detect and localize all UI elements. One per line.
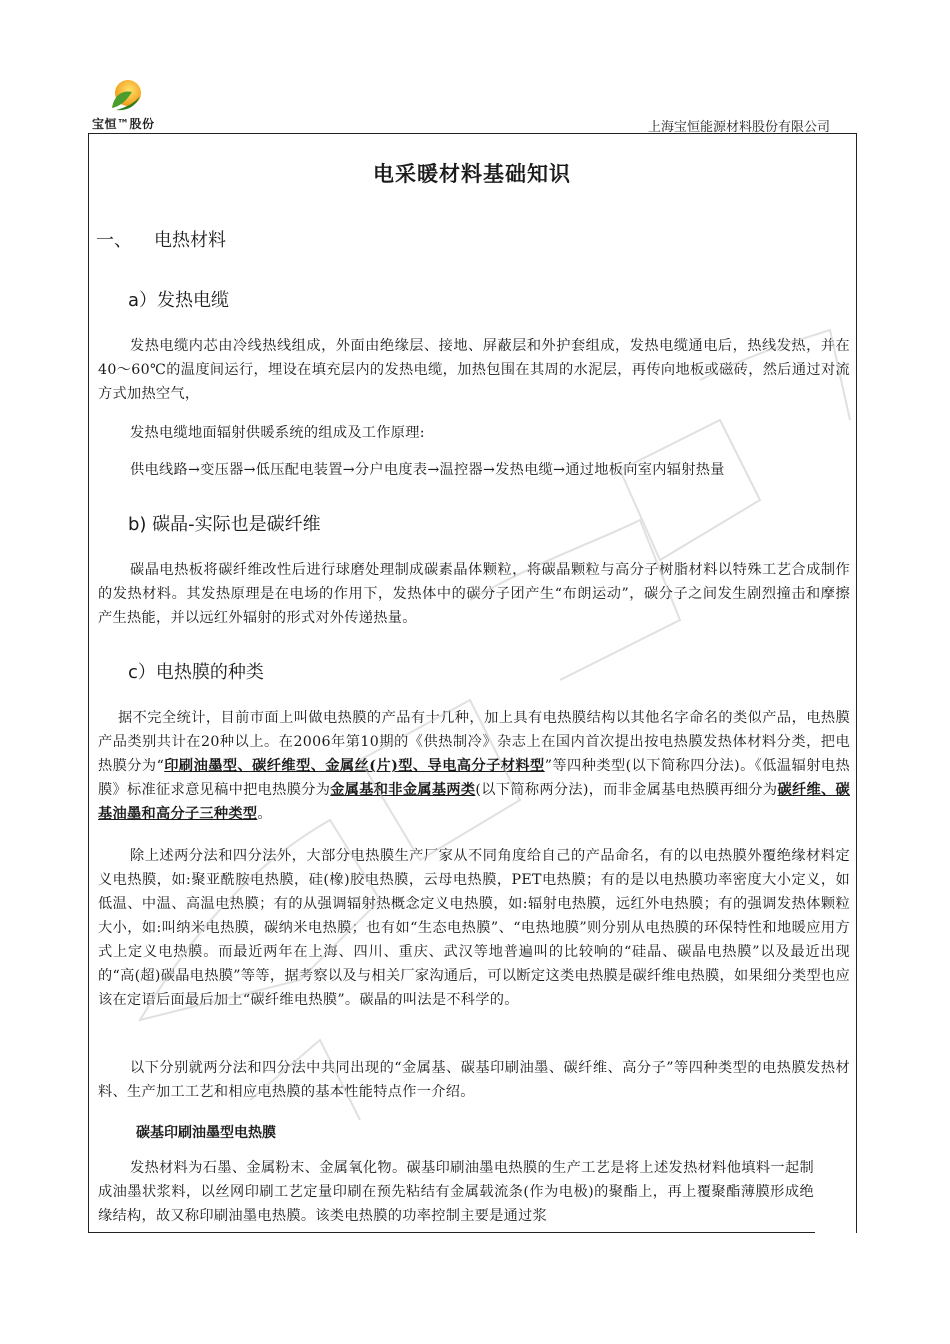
paragraph-c4: 发热材料为石墨、金属粉末、金属氧化物。碳基印刷油墨电热膜的生产工艺是将上述发热材料他填料一起制成油墨状浆料，以丝网印刷工艺定量印刷在预先粘结有金属载流条(作为电极)的聚酯上，再上覆聚酯薄膜形成绝缘结构，故又称印刷油墨电热膜。该类电热膜的功率控制主要是通过浆 [98,1160,814,1224]
paragraph-c3: 以下分别就两分法和四分法中共同出现的“金属基、碳基印刷油墨、碳纤维、高分子”等四种类型的电热膜发热材料、生产加工工艺和相应电热膜的基本性能特点作一介绍。 [98,1060,850,1100]
paragraph-a3: 供电线路→变压器→低压配电装置→分户电度表→温控器→发热电缆→通过地板向室内辐射热量 [130,462,725,478]
sub-heading-printing-ink: 碳基印刷油墨型电热膜 [136,1125,276,1141]
sun-leaf-logo-icon [106,78,146,114]
underlined-term: 金属基和非金属基两类 [330,782,476,798]
frame-bottom-line [88,1232,815,1233]
company-logo [88,78,178,134]
text-run: (以下简称两分法)，而非金属基电热膜再细分为 [475,782,778,798]
paragraph-a1: 发热电缆内芯由冷线热线组成，外面由绝缘层、接地、屏蔽层和外护套组成，发热电缆通电后，热线发热，并在40～60℃的温度间运行，埋设在填充层内的发热电缆，加热包围在其周的水泥层，再传向地板或磁砖，然后通过对流方式加热空气， [98,338,850,402]
company-name: 上海宝恒能源材料股份有限公司 [647,120,830,135]
subsection-heading-a: a）发热电缆 [128,290,230,311]
section-title: 电热材料 [154,230,226,251]
underlined-term: 碳纤维、碳基油墨和高分子三种类型 [98,782,850,822]
text-run: 。 [257,806,272,822]
paragraph-c2: 除上述两分法和四分法外，大部分电热膜生产厂家从不同角度给自己的产品命名，有的以电热膜外覆绝缘材料定义电热膜，如:聚亚酰胺电热膜，硅(橡)胶电热膜，云母电热膜，PET电热膜；有的是以电热膜功率密度大小定义，如低温、中温、高温电热膜；有的从强调辐射热概念定义电热膜，如:辐射电热膜，远红外电热膜；有的强调发热体颗粒大小，如:叫纳米电热膜，碳纳米电热膜；也有如“生态电热膜”、“电热地膜”则分别从电热膜的环保特性和地暖应用方式上定义电热膜。而最近两年在上海、四川、重庆、武汉等地普遍叫的比较响的“硅晶、碳晶电热膜”以及最近出现的“高(超)碳晶电热膜”等等，据考察以及与相关厂家沟通后，可以断定这类电热膜是碳纤维电热膜，如果细分类型也应该在定语后面最后加上“碳纤维电热膜”。碳晶的叫法是不科学的。 [98,848,850,1008]
subsection-heading-b: b) 碳晶-实际也是碳纤维 [128,514,321,535]
text-run: 据不完全统计，目前市面上叫做电热膜的产品有十几种，加上具有电热膜结构以其他名字命名的类似产品，电热膜产品类别共计在20种以上。在2006年第10期的《供热制冷》杂志上在国内首次提出按电热膜发热体材料分类，把电热膜分为“ [98,710,850,774]
paragraph-c1 [98,706,850,826]
logo-text: 宝恒™股份 [92,117,155,131]
paragraph-b1: 碳晶电热板将碳纤维改性后进行球磨处理制成碳素晶体颗粒，将碳晶颗粒与高分子树脂材料以特殊工艺合成制作的发热材料。其发热原理是在电场的作用下，发热体中的碳分子团产生“布朗运动”，碳分子之间发生剧烈撞击和摩擦产生热能，并以远红外辐射的形式对外传递热量。 [98,562,850,626]
subsection-heading-c: c）电热膜的种类 [128,662,264,683]
paragraph-a2: 发热电缆地面辐射供暖系统的组成及工作原理: [130,425,425,441]
section-number: 一、 [96,230,132,251]
text-run: ”等四种类型(以下简称四分法)。《低温辐射电热膜》标准征求意见稿中把电热膜分为 [98,758,850,798]
document-title: 电采暖材料基础知识 [373,162,571,186]
underlined-term: 印刷油墨型、碳纤维型、金属丝(片)型、导电高分子材料型 [164,758,545,774]
section-heading [96,226,226,252]
